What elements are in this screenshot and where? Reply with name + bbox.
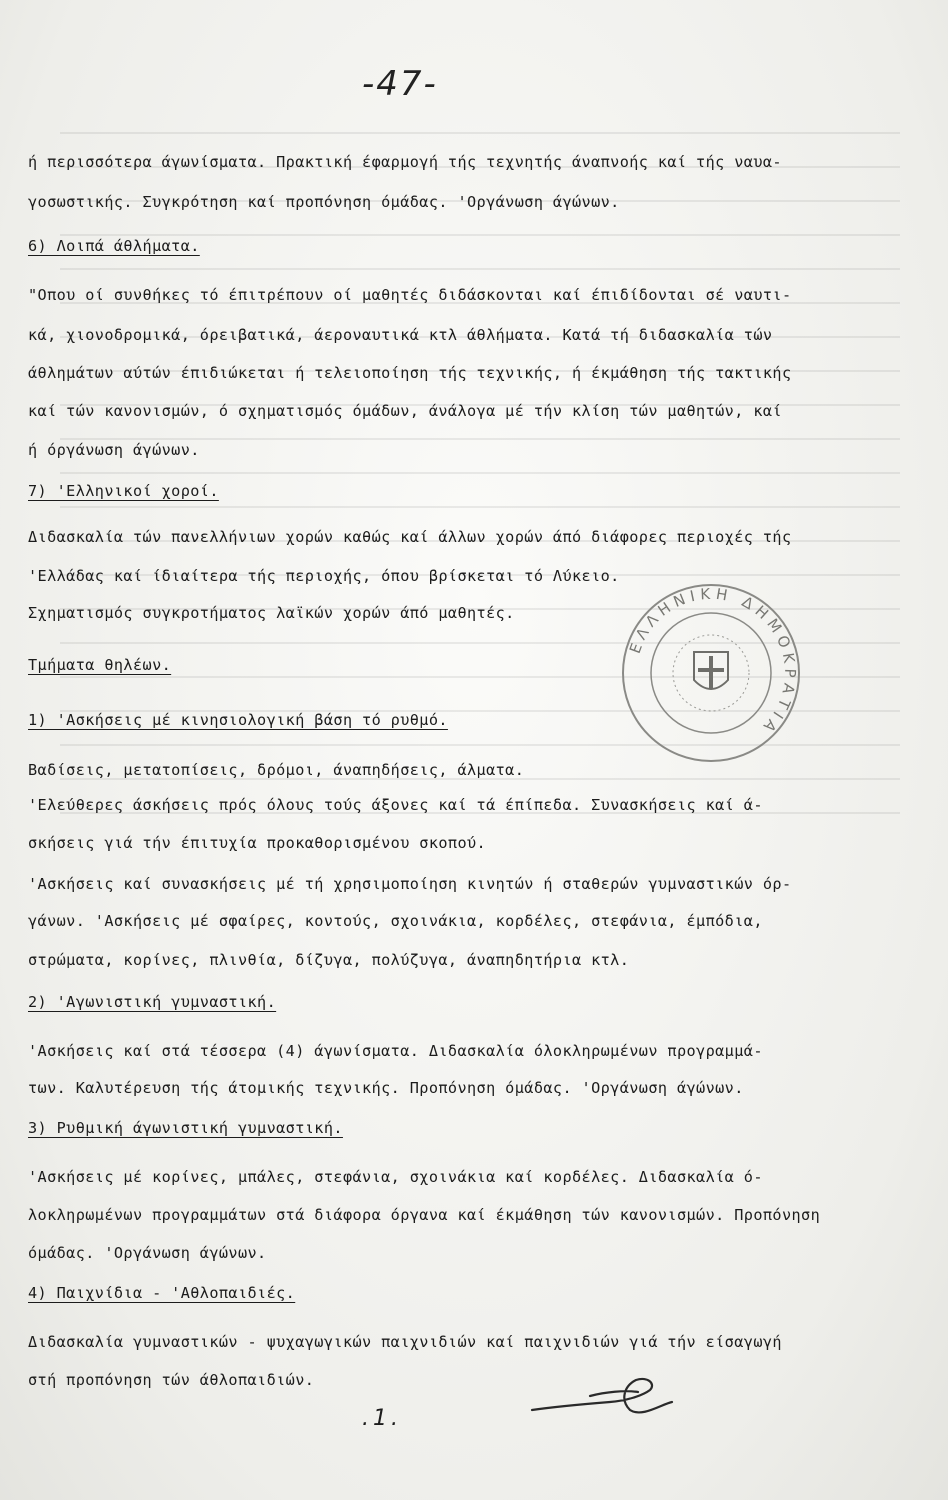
text-line: άθλημάτων αύτών έπιδιώκεται ή τελειοποίηση τής τεχνικής, ή έκμάθηση τής τακτικής (28, 364, 792, 382)
coat-of-arms-icon (673, 635, 749, 711)
text-line: Βαδίσεις, μετατοπίσεις, δρόμοι, άναπηδήσεις, άλματα. (28, 761, 525, 779)
text-line: στρώματα, κορίνες, πλινθία, δίζυγα, πολύζυγα, άναπηδητήρια κτλ. (28, 951, 630, 969)
text-line: όμάδας. 'Οργάνωση άγώνων. (28, 1244, 267, 1262)
text-line: Διδασκαλία γυμναστικών - ψυχαγωγικών παιχνιδιών καί παιχνιδιών γιά τήν είσαγωγή (28, 1333, 782, 1351)
text-line: καί τών κανονισμών, ό σχηματισμός όμάδων, άνάλογα μέ τήν κλίση τών μαθητών, καί (28, 402, 782, 420)
text-line: 'Ασκήσεις καί στά τέσσερα (4) άγωνίσματα. Διδασκαλία όλοκληρωμένων προγραμμά- (28, 1042, 763, 1060)
text-line: "Οπου οί συνθήκες τό έπιτρέπουν οί μαθητές διδάσκονται καί έπιδίδονται σέ ναυτι- (28, 286, 792, 304)
section-heading-rhythmic-gymnastics: 3) Ρυθμική άγωνιστική γυμναστική. (28, 1119, 343, 1137)
section-heading-competitive-gymnastics: 2) 'Αγωνιστική γυμναστική. (28, 993, 277, 1011)
text-line: στή προπόνηση τών άθλοπαιδιών. (28, 1371, 315, 1389)
section-heading-greek-dances: 7) 'Ελληνικοί χοροί. (28, 482, 219, 500)
section-heading-other-sports: 6) Λοιπά άθλήματα. (28, 237, 200, 255)
page-number: -47- (362, 64, 438, 104)
text-line: ή όργάνωση άγώνων. (28, 441, 200, 459)
text-line: ή περισσότερα άγωνίσματα. Πρακτική έφαρμογή τής τεχνητής άναπνοής καί τής ναυα- (28, 153, 782, 171)
text-line: λοκληρωμένων προγραμμάτων στά διάφορα όργανα καί έκμάθηση τών κανονισμών. Προπόνηση (28, 1206, 821, 1224)
text-line: 'Ελλάδας καί ίδιαίτερα τής περιοχής, όπου βρίσκεται τό Λύκειο. (28, 567, 620, 585)
signature-mark (530, 1366, 690, 1426)
text-line: 'Ασκήσεις καί συνασκήσεις μέ τή χρησιμοποίηση κινητών ή σταθερών γυμναστικών όρ- (28, 875, 792, 893)
text-line: γοσωστικής. Συγκρότηση καί προπόνηση όμάδας. 'Οργάνωση άγώνων. (28, 193, 620, 211)
text-line: 'Ελεύθερες άσκήσεις πρός όλους τούς άξονες καί τά έπίπεδα. Συνασκήσεις καί ά- (28, 796, 763, 814)
section-heading-rhythm-exercises: 1) 'Ασκήσεις μέ κινησιολογική βάση τό ρυθμό. (28, 711, 448, 729)
seal-text: ΕΛΛΗΝΙΚΗ ΔΗΜΟΚΡΑΤΙΑ (625, 584, 800, 740)
text-line: κά, χιονοδρομικά, όρειβατικά, άεροναυτικά κτλ άθλήματα. Κατά τή διδασκαλία τών (28, 326, 773, 344)
text-line: γάνων. 'Ασκήσεις μέ σφαίρες, κοντούς, σχοινάκια, κορδέλες, στεφάνια, έμπόδια, (28, 912, 763, 930)
section-heading-female-classes: Τμήματα θηλέων. (28, 656, 172, 674)
text-line: των. Καλυτέρευση τής άτομικής τεχνικής. Προπόνηση όμάδας. 'Οργάνωση άγώνων. (28, 1079, 744, 1097)
text-line: 'Ασκήσεις μέ κορίνες, μπάλες, στεφάνια, σχοινάκια καί κορδέλες. Διδασκαλία ό- (28, 1168, 763, 1186)
section-heading-games: 4) Παιχνίδια - 'Αθλοπαιδιές. (28, 1284, 296, 1302)
text-line: Σχηματισμός συγκροτήματος λαϊκών χορών άπό μαθητές. (28, 604, 515, 622)
footer-mark: .1. (362, 1406, 402, 1431)
official-seal-stamp (618, 580, 804, 766)
text-line: σκήσεις γιά τήν έπιτυχία προκαθορισμένου σκοπού. (28, 834, 487, 852)
text-line: Διδασκαλία τών πανελλήνιων χορών καθώς καί άλλων χορών άπό διάφορες περιοχές τής (28, 528, 792, 546)
